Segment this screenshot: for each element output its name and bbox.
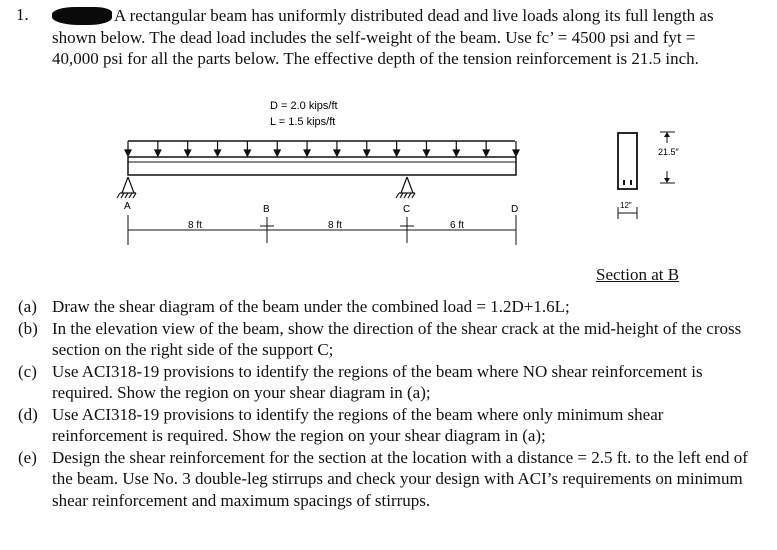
span-bc: 8 ft (328, 220, 342, 231)
point-d: D (511, 204, 519, 215)
pin-support-a (117, 177, 136, 198)
load-arrowhead (483, 150, 489, 156)
part-a (0, 296, 762, 318)
part-text: Design the shear reinforcement for the section at the location with a distance = 2.5 ft. to the left end of the beam. Use No. 3 double-leg stirrups and check your design with ACI’s requirements on minimum shear reinforcement and maximum spacings of stirrups. (52, 447, 748, 510)
part-label: (a) (18, 297, 37, 316)
load-arrowhead (125, 150, 131, 156)
question-parts (0, 296, 777, 511)
part-text: Draw the shear diagram of the beam under the combined load = 1.2D+1.6L; (52, 297, 570, 316)
load-arrowhead (274, 150, 280, 156)
load-arrowhead (453, 150, 459, 156)
part-e (0, 447, 762, 512)
distributed-load-arrows (125, 141, 519, 156)
load-arrowhead (364, 150, 370, 156)
point-b: B (263, 204, 270, 215)
part-label: (d) (18, 404, 38, 424)
load-arrowhead (215, 150, 221, 156)
part-text: Use ACI318-19 provisions to identify the regions of the beam where only minimum shear reinforcement is required. Show the region on your shear diagram in (a); (52, 404, 664, 445)
part-label: (e) (18, 447, 37, 467)
part-c (0, 361, 762, 404)
load-arrowhead (304, 150, 310, 156)
load-arrowhead (155, 150, 161, 156)
part-text: Use ACI318-19 provisions to identify the regions of the beam where NO shear reinforcement is required. Show the region on your shear diagram in (a); (52, 361, 703, 402)
part-text: In the elevation view of the beam, show the direction of the shear crack at the mid-height of the cross section on the right side of the support C; (52, 318, 742, 359)
part-label: (b) (18, 318, 38, 338)
section-width: 12″ (620, 201, 632, 210)
load-arrowhead (394, 150, 400, 156)
section-depth: 21.5″ (658, 147, 679, 157)
point-c: C (403, 204, 411, 215)
load-arrowhead (244, 150, 250, 156)
pin-support-c (396, 177, 415, 198)
problem-number: 1. (16, 5, 29, 24)
point-a: A (124, 201, 131, 212)
live-load-label: L = 1.5 kips/ft (270, 116, 336, 128)
dead-load-label: D = 2.0 kips/ft (270, 100, 338, 112)
beam (128, 157, 516, 175)
problem-intro: A rectangular beam has uniformly distributed dead and live loads along its full length as shown below. The dead load includes the self-weight of the beam. Use fc’ = 4500 psi and fyt = 40,000 psi for all the parts below. The effective depth of the tension reinforcement is 21.5 inch. (52, 6, 714, 68)
load-arrowhead (513, 150, 519, 156)
span-cd: 6 ft (450, 220, 464, 231)
load-arrowhead (185, 150, 191, 156)
section-label: Section at B (596, 265, 680, 284)
part-d (0, 404, 762, 447)
load-arrowhead (423, 150, 429, 156)
part-label: (c) (18, 361, 37, 381)
part-b (0, 318, 762, 361)
load-arrowhead (334, 150, 340, 156)
span-ab: 8 ft (188, 220, 202, 231)
